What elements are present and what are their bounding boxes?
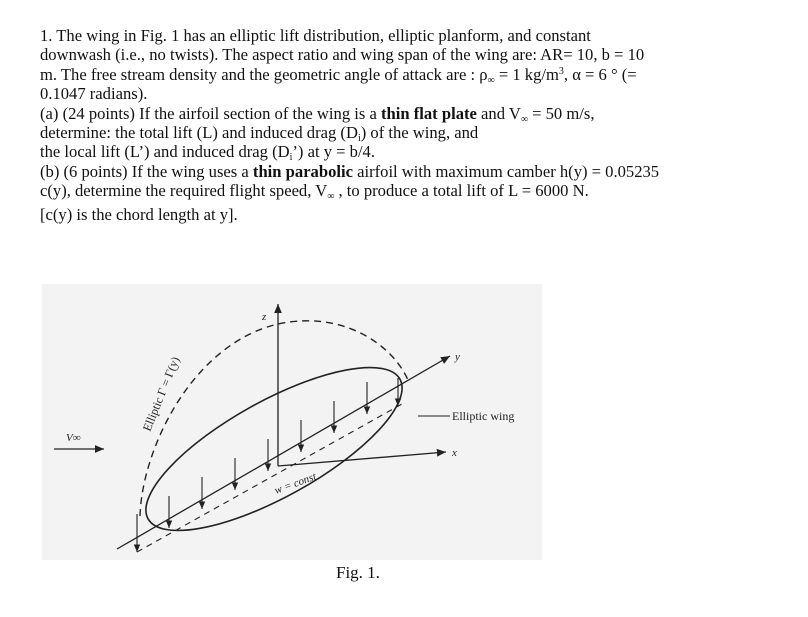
y-axis-label: y — [455, 351, 460, 363]
downwash-tip-line — [137, 404, 402, 552]
circulation-label: Elliptic Γ = Γ(y) — [139, 354, 183, 434]
figure-caption: Fig. 1. — [336, 563, 380, 582]
chord-note: [c(y) is the chord length at y]. — [40, 204, 238, 224]
downwash-label: w = const — [272, 470, 318, 497]
downwash-arrows — [137, 378, 398, 552]
part-a-line-2: determine: the total lift (L) and induced drag $(D_i)$ of the wing, and — [40, 123, 479, 145]
part-a-line-1: (a) (24 points) If the airfoil section of the wing is a thin flat plate and $V_\infty = 50$ m/s, — [40, 103, 595, 125]
problem-line-2: downwash (i.e., no twists). The aspect ratio and wing span of the wing are: AR= 10, b = 10 — [40, 45, 645, 65]
problem-statement — [40, 26, 780, 224]
part-a-line-3: the local lift (L’) and induced drag $(D_i’)$ at y = b/4. — [40, 142, 376, 164]
part-b-line-2: c(y), determine the required flight speed, $V_\infty$ , to produce a total lift of L = 6000 N. — [40, 181, 589, 203]
problem-line-4: 0.1047 radians). — [40, 84, 148, 104]
freestream-label: V∞ — [66, 432, 81, 444]
problem-line-1: 1. The wing in Fig. 1 has an elliptic lift distribution, elliptic planform, and constant — [40, 26, 591, 45]
problem-line-3: m. The free stream density and the geometric angle of attack are : $\rho_\infty = 1$ $kg/m^3$, α = 6 ° (= — [40, 64, 637, 86]
wing-figure — [42, 284, 542, 560]
x-axis-label: x — [452, 447, 457, 459]
elliptic-wing-label: Elliptic wing — [452, 409, 515, 423]
z-axis-label: z — [262, 311, 267, 323]
part-b-line-1: (b) (6 points) If the wing uses a thin parabolic airfoil with maximum camber h(y) = 0.05235 — [40, 161, 660, 181]
wing-diagram — [42, 284, 542, 560]
